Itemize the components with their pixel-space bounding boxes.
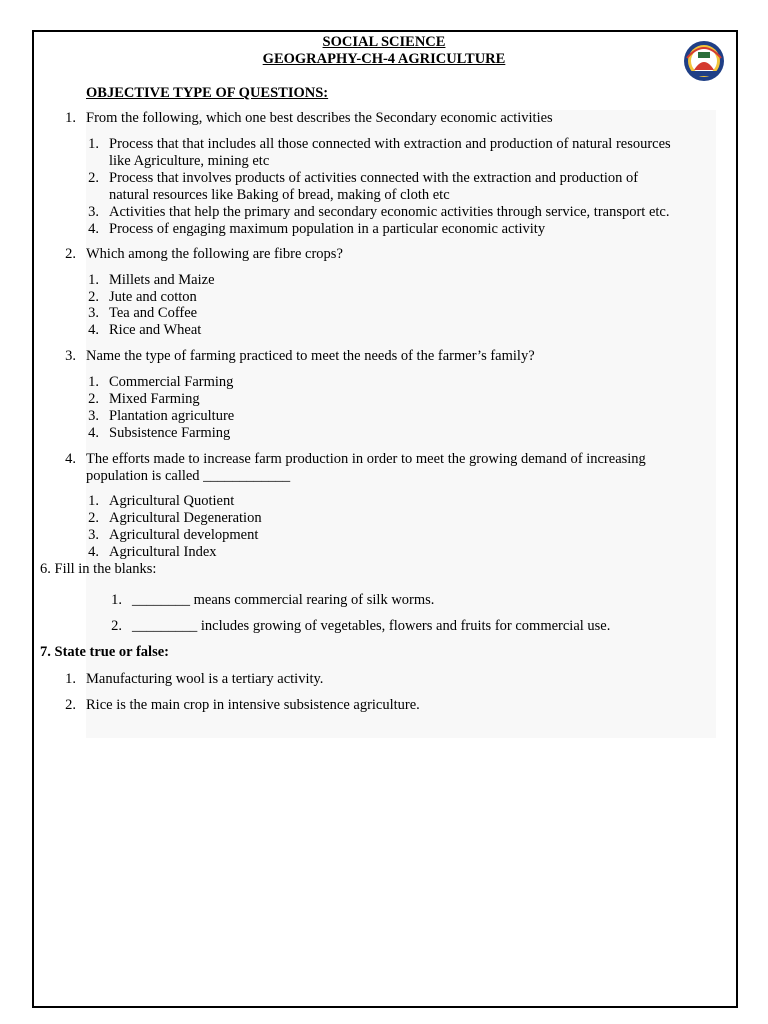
chapter-title: GEOGRAPHY-CH-4 AGRICULTURE xyxy=(262,51,506,67)
option-text: Agricultural development xyxy=(109,527,259,543)
option-number: 1. xyxy=(88,374,99,390)
blank-number: 1. xyxy=(111,592,122,608)
school-emblem-icon xyxy=(683,40,725,82)
option-number: 3. xyxy=(88,408,99,424)
question-number: 2. xyxy=(65,246,76,262)
option-number: 3. xyxy=(88,527,99,543)
question-number: 4. xyxy=(65,451,76,467)
option-text: Process that that includes all those connected with extraction and production of natural resources xyxy=(109,136,671,152)
question-text: Name the type of farming practiced to meet the needs of the farmer’s family? xyxy=(86,348,535,364)
option-number: 3. xyxy=(88,204,99,220)
question-number: 1. xyxy=(65,110,76,126)
option-text: Process of engaging maximum population in a particular economic activity xyxy=(109,221,546,237)
option-text: Process that involves products of activities connected with the extraction and production of xyxy=(109,170,639,186)
fill-blanks-heading: 6. Fill in the blanks: xyxy=(40,561,157,577)
tf-item: Rice is the main crop in intensive subsistence agriculture. xyxy=(86,697,420,713)
subject-title: SOCIAL SCIENCE xyxy=(322,34,446,50)
option-text: Commercial Farming xyxy=(109,374,234,390)
option-number: 2. xyxy=(88,510,99,526)
option-number: 3. xyxy=(88,305,99,321)
question-text: Which among the following are fibre crops? xyxy=(86,246,343,262)
option-number: 2. xyxy=(88,391,99,407)
option-text: Activities that help the primary and secondary economic activities through service, transport etc. xyxy=(109,204,670,220)
option-text: Agricultural Quotient xyxy=(109,493,235,509)
option-number: 1. xyxy=(88,493,99,509)
option-number: 4. xyxy=(88,544,99,560)
option-number: 1. xyxy=(88,272,99,288)
question-text: The efforts made to increase farm production in order to meet the growing demand of increasing xyxy=(86,451,646,467)
option-text: natural resources like Baking of bread, making of cloth etc xyxy=(109,187,450,203)
option-number: 4. xyxy=(88,322,99,338)
option-text: Subsistence Farming xyxy=(109,425,231,441)
option-number: 2. xyxy=(88,289,99,305)
question-text: From the following, which one best describes the Secondary economic activities xyxy=(86,110,553,126)
option-text: Rice and Wheat xyxy=(109,322,202,338)
option-number: 1. xyxy=(88,136,99,152)
question-text: population is called ____________ xyxy=(86,468,291,484)
blank-item: _________ includes growing of vegetables, flowers and fruits for commercial use. xyxy=(132,618,611,634)
option-number: 4. xyxy=(88,425,99,441)
tf-number: 1. xyxy=(65,671,76,687)
blank-number: 2. xyxy=(111,618,122,634)
option-text: Mixed Farming xyxy=(109,391,200,407)
option-text: Millets and Maize xyxy=(109,272,215,288)
option-text: Jute and cotton xyxy=(109,289,197,305)
question-number: 3. xyxy=(65,348,76,364)
blank-item: ________ means commercial rearing of silk worms. xyxy=(132,592,435,608)
option-number: 2. xyxy=(88,170,99,186)
tf-item: Manufacturing wool is a tertiary activity. xyxy=(86,671,324,687)
option-number: 4. xyxy=(88,221,99,237)
option-text: like Agriculture, mining etc xyxy=(109,153,270,169)
option-text: Agricultural Degeneration xyxy=(109,510,262,526)
true-false-heading: 7. State true or false: xyxy=(40,644,169,660)
option-text: Plantation agriculture xyxy=(109,408,235,424)
tf-number: 2. xyxy=(65,697,76,713)
section-heading: OBJECTIVE TYPE OF QUESTIONS: xyxy=(86,85,329,101)
option-text: Agricultural Index xyxy=(109,544,217,560)
option-text: Tea and Coffee xyxy=(109,305,198,321)
